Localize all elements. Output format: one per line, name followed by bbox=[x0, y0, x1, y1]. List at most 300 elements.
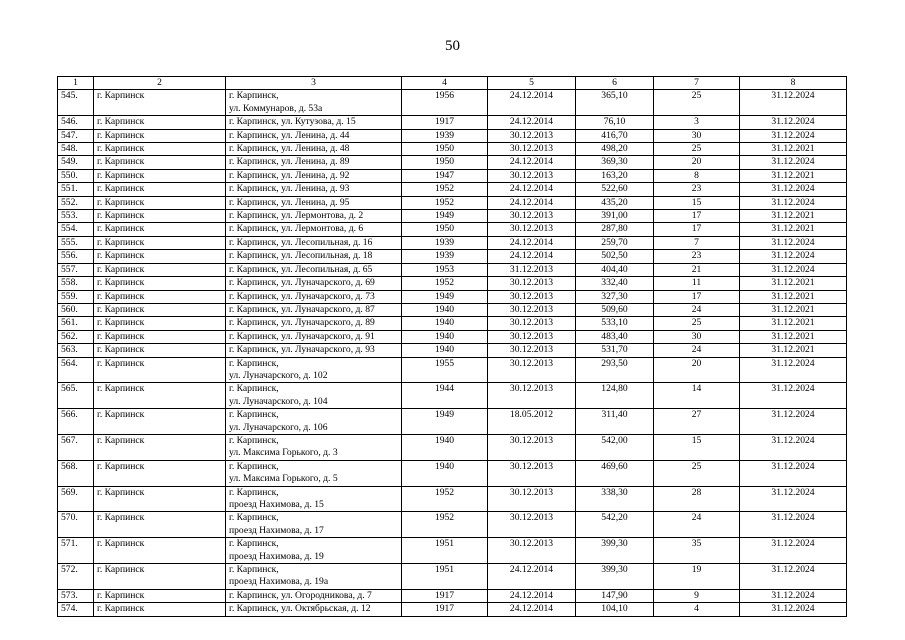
year-built-cell: 1949 bbox=[402, 290, 488, 303]
municipality-cell: г. Карпинск bbox=[94, 486, 226, 512]
row-number-cell: 558. bbox=[58, 277, 94, 290]
date-cell: 30.12.2013 bbox=[488, 223, 576, 236]
address-line: г. Карпинск, bbox=[229, 90, 279, 102]
address-line: ул. Максима Горького, д. 5 bbox=[229, 473, 338, 485]
count-cell: 35 bbox=[654, 538, 740, 564]
deadline-cell: 31.12.2024 bbox=[740, 564, 847, 590]
table-body bbox=[58, 90, 847, 616]
row-number-cell: 556. bbox=[58, 250, 94, 263]
address-cell bbox=[226, 183, 402, 196]
count-cell: 25 bbox=[654, 460, 740, 486]
row-number-cell: 552. bbox=[58, 196, 94, 209]
date-cell: 24.12.2014 bbox=[488, 90, 576, 116]
address-cell bbox=[226, 538, 402, 564]
year-built-cell: 1940 bbox=[402, 344, 488, 357]
count-cell: 11 bbox=[654, 277, 740, 290]
address-line: г. Карпинск, bbox=[229, 564, 279, 576]
address-line: г. Карпинск, ул. Луначарского, д. 73 bbox=[229, 290, 375, 302]
count-cell: 4 bbox=[654, 603, 740, 616]
municipality-cell: г. Карпинск bbox=[94, 156, 226, 169]
table-row bbox=[58, 383, 847, 409]
year-built-cell: 1955 bbox=[402, 357, 488, 383]
row-number-cell: 551. bbox=[58, 183, 94, 196]
address-line: г. Карпинск, ул. Лермонтова, д. 2 bbox=[229, 210, 364, 222]
municipality-cell: г. Карпинск bbox=[94, 383, 226, 409]
year-built-cell: 1950 bbox=[402, 223, 488, 236]
address-line: г. Карпинск, ул. Луначарского, д. 69 bbox=[229, 277, 375, 289]
address-line: г. Карпинск, ул. Ленина, д. 93 bbox=[229, 183, 350, 195]
municipality-cell: г. Карпинск bbox=[94, 564, 226, 590]
address-cell bbox=[226, 223, 402, 236]
count-cell: 3 bbox=[654, 116, 740, 129]
municipality-cell: г. Карпинск bbox=[94, 116, 226, 129]
deadline-cell: 31.12.2021 bbox=[740, 169, 847, 182]
address-cell bbox=[226, 383, 402, 409]
deadline-cell: 31.12.2024 bbox=[740, 512, 847, 538]
area-cell: 435,20 bbox=[576, 196, 654, 209]
area-cell: 311,40 bbox=[576, 409, 654, 435]
area-cell: 522,60 bbox=[576, 183, 654, 196]
address-cell bbox=[226, 603, 402, 616]
address-line: г. Карпинск, bbox=[229, 538, 279, 550]
header-cell-7: 7 bbox=[654, 77, 740, 90]
date-cell: 24.12.2014 bbox=[488, 250, 576, 263]
date-cell: 30.12.2013 bbox=[488, 277, 576, 290]
count-cell: 15 bbox=[654, 434, 740, 460]
address-line: проезд Нахимова, д. 17 bbox=[229, 524, 324, 536]
table-row bbox=[58, 538, 847, 564]
address-cell bbox=[226, 434, 402, 460]
area-cell: 498,20 bbox=[576, 143, 654, 156]
address-line: проезд Нахимова, д. 19 bbox=[229, 550, 324, 562]
year-built-cell: 1950 bbox=[402, 156, 488, 169]
area-cell: 104,10 bbox=[576, 603, 654, 616]
date-cell: 30.12.2013 bbox=[488, 169, 576, 182]
table-row bbox=[58, 210, 847, 223]
address-line: г. Карпинск, ул. Лесопильная, д. 16 bbox=[229, 236, 373, 248]
year-built-cell: 1940 bbox=[402, 317, 488, 330]
area-cell: 416,70 bbox=[576, 129, 654, 142]
deadline-cell: 31.12.2024 bbox=[740, 263, 847, 276]
municipality-cell: г. Карпинск bbox=[94, 90, 226, 116]
count-cell: 15 bbox=[654, 196, 740, 209]
address-line: г. Карпинск, ул. Луначарского, д. 89 bbox=[229, 317, 375, 329]
date-cell: 18.05.2012 bbox=[488, 409, 576, 435]
row-number-cell: 555. bbox=[58, 236, 94, 249]
year-built-cell: 1940 bbox=[402, 330, 488, 343]
area-cell: 531,70 bbox=[576, 344, 654, 357]
table-row bbox=[58, 236, 847, 249]
address-cell bbox=[226, 90, 402, 116]
deadline-cell: 31.12.2024 bbox=[740, 589, 847, 602]
row-number-cell: 572. bbox=[58, 564, 94, 590]
row-number-cell: 566. bbox=[58, 409, 94, 435]
row-number-cell: 561. bbox=[58, 317, 94, 330]
date-cell: 30.12.2013 bbox=[488, 129, 576, 142]
header-row bbox=[58, 77, 847, 90]
municipality-cell: г. Карпинск bbox=[94, 250, 226, 263]
year-built-cell: 1947 bbox=[402, 169, 488, 182]
address-line: г. Карпинск, ул. Лесопильная, д. 18 bbox=[229, 250, 373, 262]
count-cell: 17 bbox=[654, 223, 740, 236]
deadline-cell: 31.12.2024 bbox=[740, 236, 847, 249]
municipality-cell: г. Карпинск bbox=[94, 183, 226, 196]
row-number-cell: 574. bbox=[58, 603, 94, 616]
year-built-cell: 1939 bbox=[402, 129, 488, 142]
address-line: г. Карпинск, bbox=[229, 512, 279, 524]
row-number-cell: 557. bbox=[58, 263, 94, 276]
row-number-cell: 565. bbox=[58, 383, 94, 409]
date-cell: 30.12.2013 bbox=[488, 210, 576, 223]
row-number-cell: 545. bbox=[58, 90, 94, 116]
row-number-cell: 568. bbox=[58, 460, 94, 486]
row-number-cell: 549. bbox=[58, 156, 94, 169]
row-number-cell: 553. bbox=[58, 210, 94, 223]
table-row bbox=[58, 330, 847, 343]
address-line: проезд Нахимова, д. 19а bbox=[229, 576, 329, 588]
count-cell: 27 bbox=[654, 409, 740, 435]
year-built-cell: 1939 bbox=[402, 236, 488, 249]
municipality-cell: г. Карпинск bbox=[94, 169, 226, 182]
municipality-cell: г. Карпинск bbox=[94, 236, 226, 249]
area-cell: 542,20 bbox=[576, 512, 654, 538]
area-cell: 332,40 bbox=[576, 277, 654, 290]
table-row bbox=[58, 317, 847, 330]
address-line: проезд Нахимова, д. 15 bbox=[229, 499, 324, 510]
count-cell: 17 bbox=[654, 290, 740, 303]
year-built-cell: 1917 bbox=[402, 603, 488, 616]
table-row bbox=[58, 303, 847, 316]
address-line: г. Карпинск, ул. Ленина, д. 48 bbox=[229, 143, 350, 155]
date-cell: 30.12.2013 bbox=[488, 383, 576, 409]
address-cell bbox=[226, 564, 402, 590]
address-cell bbox=[226, 317, 402, 330]
date-cell: 30.12.2013 bbox=[488, 290, 576, 303]
address-line: г. Карпинск, ул. Ленина, д. 95 bbox=[229, 196, 350, 208]
address-line: г. Карпинск, bbox=[229, 460, 279, 472]
date-cell: 24.12.2014 bbox=[488, 183, 576, 196]
address-cell bbox=[226, 460, 402, 486]
table-row bbox=[58, 434, 847, 460]
table-row bbox=[58, 589, 847, 602]
municipality-cell: г. Карпинск bbox=[94, 460, 226, 486]
address-cell bbox=[226, 303, 402, 316]
deadline-cell: 31.12.2021 bbox=[740, 223, 847, 236]
address-cell bbox=[226, 589, 402, 602]
date-cell: 30.12.2013 bbox=[488, 330, 576, 343]
address-cell bbox=[226, 409, 402, 435]
date-cell: 30.12.2013 bbox=[488, 344, 576, 357]
header-cell-6: 6 bbox=[576, 77, 654, 90]
deadline-cell: 31.12.2024 bbox=[740, 90, 847, 116]
year-built-cell: 1949 bbox=[402, 409, 488, 435]
row-number-cell: 550. bbox=[58, 169, 94, 182]
header-cell-2: 2 bbox=[94, 77, 226, 90]
deadline-cell: 31.12.2021 bbox=[740, 303, 847, 316]
address-cell bbox=[226, 263, 402, 276]
municipality-cell: г. Карпинск bbox=[94, 434, 226, 460]
deadline-cell: 31.12.2021 bbox=[740, 210, 847, 223]
deadline-cell: 31.12.2024 bbox=[740, 409, 847, 435]
year-built-cell: 1953 bbox=[402, 263, 488, 276]
date-cell: 30.12.2013 bbox=[488, 486, 576, 512]
area-cell: 533,10 bbox=[576, 317, 654, 330]
date-cell: 24.12.2014 bbox=[488, 196, 576, 209]
deadline-cell: 31.12.2021 bbox=[740, 143, 847, 156]
year-built-cell: 1940 bbox=[402, 460, 488, 486]
municipality-cell: г. Карпинск bbox=[94, 277, 226, 290]
area-cell: 293,50 bbox=[576, 357, 654, 383]
municipality-cell: г. Карпинск bbox=[94, 210, 226, 223]
deadline-cell: 31.12.2021 bbox=[740, 317, 847, 330]
deadline-cell: 31.12.2024 bbox=[740, 357, 847, 383]
row-number-cell: 554. bbox=[58, 223, 94, 236]
address-cell bbox=[226, 344, 402, 357]
date-cell: 24.12.2014 bbox=[488, 236, 576, 249]
year-built-cell: 1951 bbox=[402, 564, 488, 590]
header-cell-4: 4 bbox=[402, 77, 488, 90]
area-cell: 365,10 bbox=[576, 90, 654, 116]
deadline-cell: 31.12.2024 bbox=[740, 460, 847, 486]
area-cell: 399,30 bbox=[576, 538, 654, 564]
address-cell bbox=[226, 143, 402, 156]
date-cell: 30.12.2013 bbox=[488, 317, 576, 330]
year-built-cell: 1949 bbox=[402, 210, 488, 223]
municipality-cell: г. Карпинск bbox=[94, 512, 226, 538]
year-built-cell: 1940 bbox=[402, 303, 488, 316]
year-built-cell: 1944 bbox=[402, 383, 488, 409]
table-row bbox=[58, 90, 847, 116]
row-number-cell: 562. bbox=[58, 330, 94, 343]
table-row bbox=[58, 409, 847, 435]
table-row bbox=[58, 156, 847, 169]
page-number: 50 bbox=[445, 38, 460, 54]
address-cell bbox=[226, 236, 402, 249]
year-built-cell: 1952 bbox=[402, 196, 488, 209]
area-cell: 404,40 bbox=[576, 263, 654, 276]
count-cell: 19 bbox=[654, 564, 740, 590]
table-row bbox=[58, 196, 847, 209]
count-cell: 24 bbox=[654, 303, 740, 316]
year-built-cell: 1952 bbox=[402, 183, 488, 196]
address-cell bbox=[226, 290, 402, 303]
address-cell bbox=[226, 196, 402, 209]
municipality-cell: г. Карпинск bbox=[94, 263, 226, 276]
deadline-cell: 31.12.2024 bbox=[740, 603, 847, 616]
municipality-cell: г. Карпинск bbox=[94, 196, 226, 209]
date-cell: 24.12.2014 bbox=[488, 564, 576, 590]
municipality-cell: г. Карпинск bbox=[94, 357, 226, 383]
date-cell: 31.12.2013 bbox=[488, 263, 576, 276]
row-number-cell: 570. bbox=[58, 512, 94, 538]
address-cell bbox=[226, 129, 402, 142]
address-cell bbox=[226, 116, 402, 129]
municipality-cell: г. Карпинск bbox=[94, 409, 226, 435]
municipality-cell: г. Карпинск bbox=[94, 589, 226, 602]
address-line: г. Карпинск, ул. Октябрьская, д. 12 bbox=[229, 603, 371, 615]
year-built-cell: 1951 bbox=[402, 538, 488, 564]
area-cell: 259,70 bbox=[576, 236, 654, 249]
area-cell: 542,00 bbox=[576, 434, 654, 460]
table-row bbox=[58, 290, 847, 303]
year-built-cell: 1939 bbox=[402, 250, 488, 263]
area-cell: 399,30 bbox=[576, 564, 654, 590]
date-cell: 30.12.2013 bbox=[488, 357, 576, 383]
area-cell: 483,40 bbox=[576, 330, 654, 343]
municipality-cell: г. Карпинск bbox=[94, 330, 226, 343]
table-header bbox=[58, 77, 847, 90]
address-line: г. Карпинск, ул. Луначарского, д. 93 bbox=[229, 344, 375, 356]
deadline-cell: 31.12.2021 bbox=[740, 277, 847, 290]
date-cell: 30.12.2013 bbox=[488, 434, 576, 460]
address-line: ул. Коммунаров, д. 53а bbox=[229, 102, 323, 114]
deadline-cell: 31.12.2024 bbox=[740, 486, 847, 512]
count-cell: 20 bbox=[654, 357, 740, 383]
address-cell bbox=[226, 277, 402, 290]
address-cell bbox=[226, 512, 402, 538]
date-cell: 24.12.2014 bbox=[488, 589, 576, 602]
address-line: ул. Луначарского, д. 102 bbox=[229, 369, 328, 381]
count-cell: 30 bbox=[654, 330, 740, 343]
address-line: ул. Луначарского, д. 104 bbox=[229, 395, 328, 407]
address-line: г. Карпинск, ул. Луначарского, д. 91 bbox=[229, 330, 375, 342]
count-cell: 20 bbox=[654, 156, 740, 169]
year-built-cell: 1952 bbox=[402, 486, 488, 512]
count-cell: 25 bbox=[654, 317, 740, 330]
header-cell-5: 5 bbox=[488, 77, 576, 90]
deadline-cell: 31.12.2024 bbox=[740, 434, 847, 460]
deadline-cell: 31.12.2024 bbox=[740, 156, 847, 169]
date-cell: 24.12.2014 bbox=[488, 116, 576, 129]
date-cell: 30.12.2013 bbox=[488, 143, 576, 156]
table-row bbox=[58, 129, 847, 142]
table-row bbox=[58, 183, 847, 196]
address-cell bbox=[226, 330, 402, 343]
deadline-cell: 31.12.2021 bbox=[740, 330, 847, 343]
count-cell: 23 bbox=[654, 250, 740, 263]
row-number-cell: 563. bbox=[58, 344, 94, 357]
address-line: г. Карпинск, ул. Ленина, д. 89 bbox=[229, 156, 350, 168]
table-row bbox=[58, 564, 847, 590]
address-cell bbox=[226, 169, 402, 182]
count-cell: 30 bbox=[654, 129, 740, 142]
deadline-cell: 31.12.2024 bbox=[740, 129, 847, 142]
area-cell: 369,30 bbox=[576, 156, 654, 169]
municipality-cell: г. Карпинск bbox=[94, 129, 226, 142]
row-number-cell: 569. bbox=[58, 486, 94, 512]
row-number-cell: 567. bbox=[58, 434, 94, 460]
municipality-cell: г. Карпинск bbox=[94, 290, 226, 303]
row-number-cell: 559. bbox=[58, 290, 94, 303]
count-cell: 23 bbox=[654, 183, 740, 196]
area-cell: 327,30 bbox=[576, 290, 654, 303]
count-cell: 25 bbox=[654, 143, 740, 156]
year-built-cell: 1952 bbox=[402, 512, 488, 538]
address-line: г. Карпинск, ул. Ленина, д. 92 bbox=[229, 169, 350, 181]
address-line: г. Карпинск, bbox=[229, 409, 279, 421]
address-line: г. Карпинск, bbox=[229, 434, 279, 446]
address-line: ул. Максима Горького, д. 3 bbox=[229, 447, 338, 459]
date-cell: 30.12.2013 bbox=[488, 538, 576, 564]
address-line: г. Карпинск, ул. Огородникова, д. 7 bbox=[229, 589, 372, 601]
area-cell: 163,20 bbox=[576, 169, 654, 182]
count-cell: 7 bbox=[654, 236, 740, 249]
count-cell: 24 bbox=[654, 344, 740, 357]
address-line: ул. Луначарского, д. 106 bbox=[229, 421, 328, 433]
row-number-cell: 564. bbox=[58, 357, 94, 383]
address-cell bbox=[226, 357, 402, 383]
row-number-cell: 560. bbox=[58, 303, 94, 316]
municipality-cell: г. Карпинск bbox=[94, 303, 226, 316]
address-line: г. Карпинск, bbox=[229, 357, 279, 369]
date-cell: 30.12.2013 bbox=[488, 460, 576, 486]
municipality-cell: г. Карпинск bbox=[94, 223, 226, 236]
area-cell: 76,10 bbox=[576, 116, 654, 129]
count-cell: 24 bbox=[654, 512, 740, 538]
row-number-cell: 573. bbox=[58, 589, 94, 602]
table-row bbox=[58, 169, 847, 182]
header-cell-3: 3 bbox=[226, 77, 402, 90]
row-number-cell: 548. bbox=[58, 143, 94, 156]
count-cell: 28 bbox=[654, 486, 740, 512]
table-row bbox=[58, 460, 847, 486]
row-number-cell: 571. bbox=[58, 538, 94, 564]
municipality-cell: г. Карпинск bbox=[94, 317, 226, 330]
date-cell: 24.12.2014 bbox=[488, 603, 576, 616]
table-row bbox=[58, 250, 847, 263]
count-cell: 8 bbox=[654, 169, 740, 182]
municipality-cell: г. Карпинск bbox=[94, 143, 226, 156]
table-row bbox=[58, 263, 847, 276]
table-row bbox=[58, 486, 847, 512]
deadline-cell: 31.12.2021 bbox=[740, 290, 847, 303]
count-cell: 17 bbox=[654, 210, 740, 223]
area-cell: 338,30 bbox=[576, 486, 654, 512]
row-number-cell: 546. bbox=[58, 116, 94, 129]
address-line: г. Карпинск, ул. Кутузова, д. 15 bbox=[229, 116, 356, 128]
year-built-cell: 1950 bbox=[402, 143, 488, 156]
area-cell: 147,90 bbox=[576, 589, 654, 602]
area-cell: 391,00 bbox=[576, 210, 654, 223]
address-line: г. Карпинск, ул. Луначарского, д. 87 bbox=[229, 303, 375, 315]
table-row bbox=[58, 116, 847, 129]
deadline-cell: 31.12.2024 bbox=[740, 383, 847, 409]
row-number-cell: 547. bbox=[58, 129, 94, 142]
header-cell-1: 1 bbox=[58, 77, 94, 90]
municipality-cell: г. Карпинск bbox=[94, 344, 226, 357]
year-built-cell: 1956 bbox=[402, 90, 488, 116]
date-cell: 30.12.2013 bbox=[488, 303, 576, 316]
table-row bbox=[58, 512, 847, 538]
address-line: г. Карпинск, ул. Лесопильная, д. 65 bbox=[229, 263, 373, 275]
area-cell: 287,80 bbox=[576, 223, 654, 236]
area-cell: 502,50 bbox=[576, 250, 654, 263]
deadline-cell: 31.12.2024 bbox=[740, 538, 847, 564]
year-built-cell: 1952 bbox=[402, 277, 488, 290]
area-cell: 509,60 bbox=[576, 303, 654, 316]
count-cell: 9 bbox=[654, 589, 740, 602]
deadline-cell: 31.12.2024 bbox=[740, 196, 847, 209]
area-cell: 124,80 bbox=[576, 383, 654, 409]
address-cell bbox=[226, 250, 402, 263]
address-line: г. Карпинск, bbox=[229, 486, 279, 498]
municipality-cell: г. Карпинск bbox=[94, 603, 226, 616]
date-cell: 30.12.2013 bbox=[488, 512, 576, 538]
municipality-cell: г. Карпинск bbox=[94, 538, 226, 564]
count-cell: 21 bbox=[654, 263, 740, 276]
deadline-cell: 31.12.2021 bbox=[740, 344, 847, 357]
table-row bbox=[58, 143, 847, 156]
